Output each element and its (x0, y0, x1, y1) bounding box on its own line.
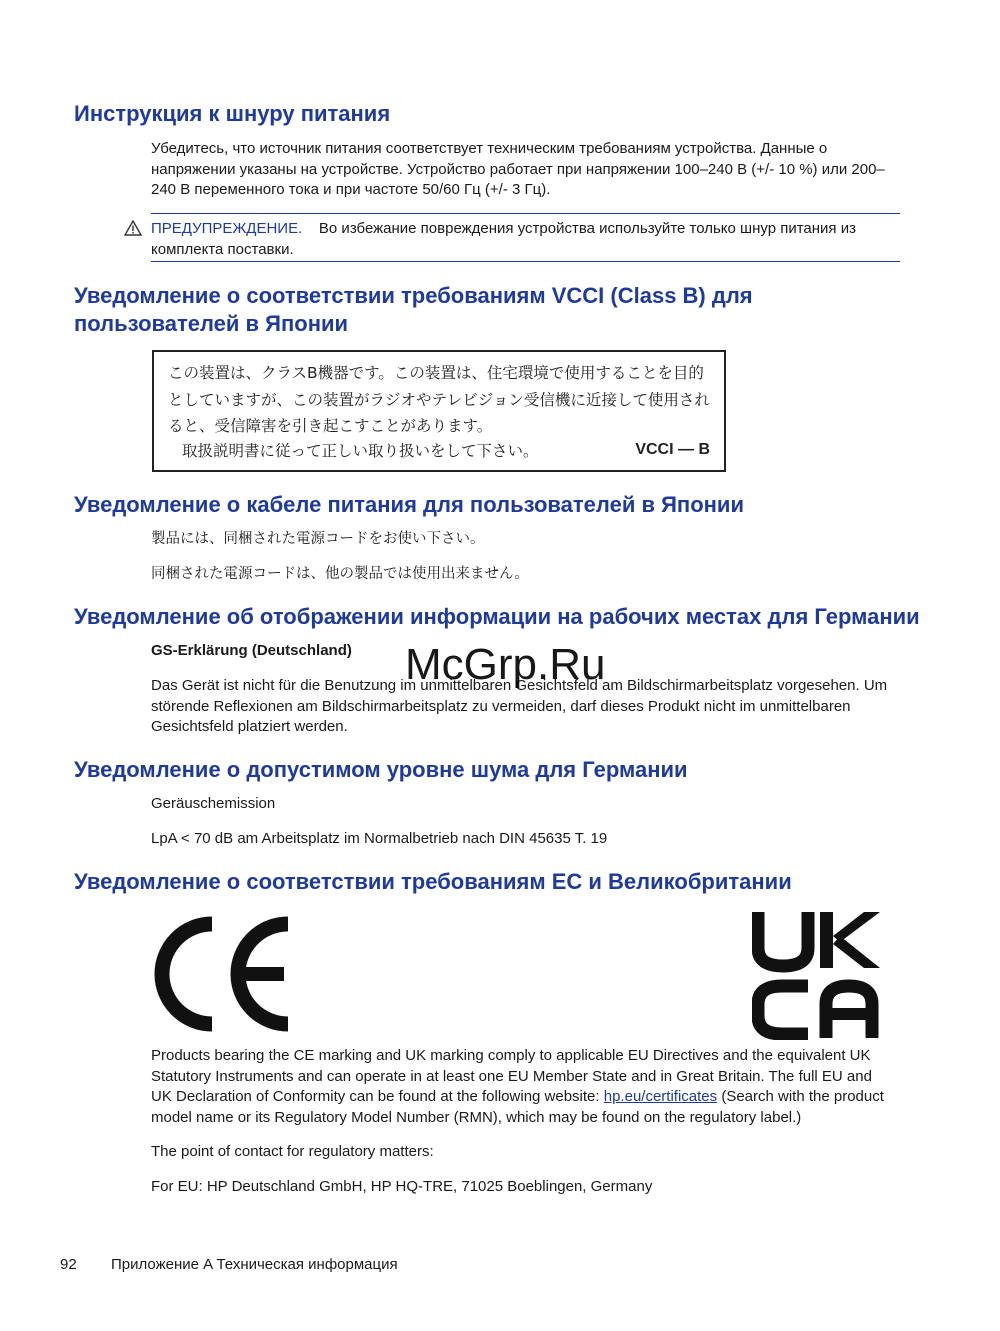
warning-triangle-icon (124, 220, 142, 236)
warning-top-rule (151, 213, 900, 214)
section-title-germany-noise: Уведомление о допустимом уровне шума для Германии (74, 757, 688, 782)
warning-bottom-rule (151, 261, 900, 262)
ce-mark-logo (150, 910, 295, 1038)
noise-emission-value: LpA < 70 dB am Arbeitsplatz im Normalbetrieb nach DIN 45635 T. 19 (151, 830, 608, 847)
warning-notice (151, 219, 896, 260)
ukca-mark-logo (752, 908, 884, 1040)
certificates-link[interactable]: hp.eu/certificates (603, 1088, 718, 1105)
noise-emission-label: Geräuschemission (151, 795, 276, 812)
japan-cable-line-2: 同梱された電源コードは、他の製品では使用出来ません。 (151, 566, 529, 582)
vcci-line-2: としていますが、この装置がラジオやテレビジョン受信機に近接して使用され (168, 391, 710, 409)
regulatory-contact-eu: For EU: HP Deutschland GmbH, HP HQ-TRE, 71025 Boeblingen, Germany (151, 1178, 653, 1195)
section-title-germany-display: Уведомление об отображении информации на рабочих местах для Германии (74, 604, 920, 629)
footer-chapter: Приложение A Техническая информация (111, 1256, 398, 1273)
vcci-notice-box (152, 350, 726, 472)
vcci-line-1: この装置は、クラスB機器です。この装置は、住宅環境で使用することを目的 (168, 364, 704, 382)
section-title-ec-uk: Уведомление о соответствии требованиям ЕС и Великобритании (74, 869, 792, 894)
japan-cable-line-1: 製品には、同梱された電源コードをお使い下さい。 (151, 531, 485, 547)
section-title-power-cord: Инструкция к шнуру питания (74, 101, 391, 126)
vcci-line-4: 取扱説明書に従って正しい取り扱いをして下さい。 (182, 442, 539, 460)
germany-display-body: Das Gerät ist nicht für die Benutzung im unmittelbaren Gesichtsfeld am Bildschirmarbeitsplatz vorgesehen. Um störende Reflexionen am Bildschirmarbeitsplatz zu vermeiden, darf dieses Produkt nicht im unmittelbaren Gesichtsfeld platziert werden. (151, 677, 888, 735)
vcci-class-code: VCCI — B (635, 441, 710, 458)
ec-uk-conformity-body (151, 1046, 896, 1128)
warning-text: Во избежание повреждения устройства используйте только шнур питания из комплекта поставки. (151, 220, 856, 258)
section-title-japan-cable: Уведомление о кабеле питания для пользователей в Японии (74, 492, 744, 517)
page-number: 92 (60, 1256, 77, 1273)
power-cord-body: Убедитесь, что источник питания соответствует техническим требованиям устройства. Данные о напряжении указаны на устройстве. Устройство работает при напряжении 100–240 В (+/- 10 %) или 200–240 В переменного тока и при частоте 50/60 Гц (+/- 3 Гц). (151, 140, 885, 198)
regulatory-contact-label: The point of contact for regulatory matters: (151, 1143, 434, 1160)
ec-uk-body-after-link: (Search with the product model name or its Regulatory Model Number (RMN), which may be found on the regulatory label.) (151, 1088, 884, 1126)
ec-uk-body-before-link: Products bearing the CE marking and UK marking comply to applicable EU Directives and the equivalent UK Statutory Instruments and can operate in at least one EU Member State and in Great Britain. The full EU and UK Declaration of Conformity can be found at the following website: (151, 1047, 872, 1105)
gs-declaration-subtitle: GS-Erklärung (Deutschland) (151, 642, 352, 659)
vcci-line-3: ると、受信障害を引き起こすことがあります。 (168, 417, 493, 435)
warning-label: ПРЕДУПРЕЖДЕНИЕ. (151, 220, 303, 237)
watermark-text: McGrp.Ru (405, 640, 606, 689)
section-title-vcci: Уведомление о соответствии требованиям VCCI (Class B) для пользователей в Японии (74, 283, 753, 336)
